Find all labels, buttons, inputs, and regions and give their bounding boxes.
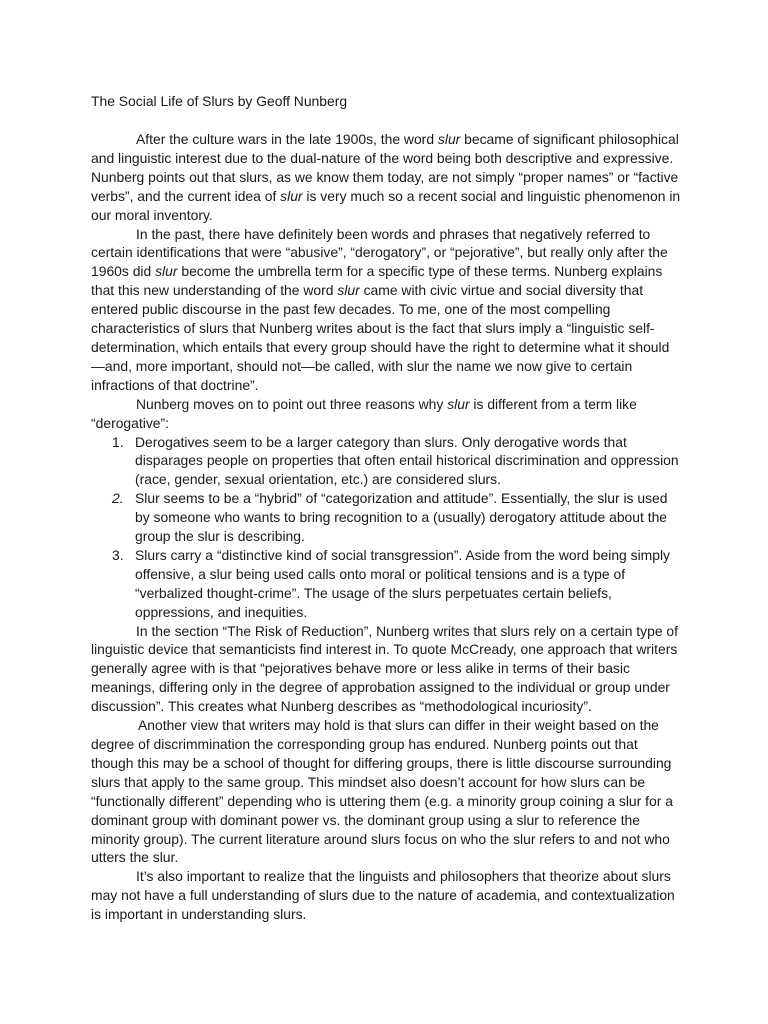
list-item <box>91 546 681 622</box>
p1-text-c: became of significant philosophical and linguistic interest due to the dual-nature of the word being both descriptive and expressive. Nunberg points out that slurs, as we know them today, are not simply “proper names” or “factive verbs”, and the current idea of <box>91 131 679 204</box>
list-text: Derogatives seem to be a larger category than slurs. Only derogative words that disparages people on properties that often entail historical discrimination and oppression (race, gender, sexual orientation, etc.) are considered slurs. <box>135 433 679 488</box>
p3-text-a: Nunberg moves on to point out three reasons why <box>136 395 448 412</box>
list-text: Slur seems to be a “hybrid” of “categorization and attitude”. Essentially, the slur is used by someone who wants to bring recognition to a (usually) derogatory attitude about the group the slur is describing. <box>135 490 668 545</box>
p1-italic-slur-2: slur <box>280 187 303 204</box>
paragraph-1 <box>91 130 681 225</box>
p1-text-a: After the culture wars in the late 1900s, the word <box>136 131 438 147</box>
paragraph-2 <box>91 225 681 395</box>
list-item <box>91 433 681 490</box>
document-title: The Social Life of Slurs by Geoff Nunberg <box>91 93 348 109</box>
paragraph-4: In the section “The Risk of Reduction”, Nunberg writes that slurs rely on a certain type of linguistic device that semanticists find interest in. To quote McCready, one approach that writers generally agree with is that “pejoratives behave more or less alike in terms of their basic meanings, differing only in the degree of approbation assigned to the individual or group under discussion”. This creates what Nunberg describes as “methodological incuriosity”. <box>91 622 678 715</box>
title-spacer <box>91 111 681 130</box>
paragraph-6: It’s also important to realize that the linguists and philosophers that theorize about slurs may not have a full understanding of slurs due to the nature of academia, and contextualization is important in understanding slurs. <box>91 868 675 923</box>
p2-text-e: came with civic virtue and social diversity that entered public discourse in the past few decades. To me, one of the most compelling characteristics of slurs that Nunberg writes about is the fact that slurs imply a “linguistic self-determination, which entails that every group should have the right to determine what it should—and, more important, should not—be called, with slur the name we now give to certain infractions of that doctrine”. <box>91 282 670 393</box>
p2-italic-slur-2: slur <box>337 282 360 299</box>
p2-text-c: become the umbrella term for a specific type of these terms. Nunberg explains that this new understanding of the word <box>91 263 663 299</box>
p2-text-a: In the past, there have definitely been words and phrases that negatively referred to certain identifications that were “abusive”, “derogatory”, or “pejorative”, but really only after the 1960s did <box>91 225 668 280</box>
p3-italic-slur: slur <box>447 395 470 412</box>
list-item <box>91 489 681 546</box>
reasons-list <box>91 433 681 622</box>
p1-italic-slur-1: slur <box>437 131 461 147</box>
list-number: 2. <box>112 490 124 507</box>
list-number: 1. <box>112 433 124 450</box>
p1-text-e: is very much so a recent social and linguistic phenomenon in our moral inventory. <box>91 187 681 223</box>
paragraph-5: Another view that writers may hold is that slurs can differ in their weight based on the degree of discrimmination the corresponding group has endured. Nunberg points out that though this may be a school of thought for differing groups, there is little discourse surrounding slurs that apply to the same group. This mindset also doesn’t account for how slurs can be “functionally different” depending who is uttering them (e.g. a minority group coining a slur for a dominant group with dominant power vs. the dominant group using a slur to reference the minority group). The current literature around slurs focus on who the slur refers to and not who utters the slur. <box>91 717 673 866</box>
p2-italic-slur-1: slur <box>155 263 178 280</box>
paragraph-3 <box>91 395 681 433</box>
list-number: 3. <box>112 546 124 563</box>
p3-text-c: is different from a term like “derogative”: <box>91 395 637 431</box>
list-text: Slurs carry a “distinctive kind of social transgression”. Aside from the word being simply offensive, a slur being used calls onto moral or political tensions and is a type of “verbalized thought-crime”. The usage of the slurs perpetuates certain beliefs, oppressions, and inequities. <box>135 546 670 620</box>
document-page <box>91 92 681 924</box>
